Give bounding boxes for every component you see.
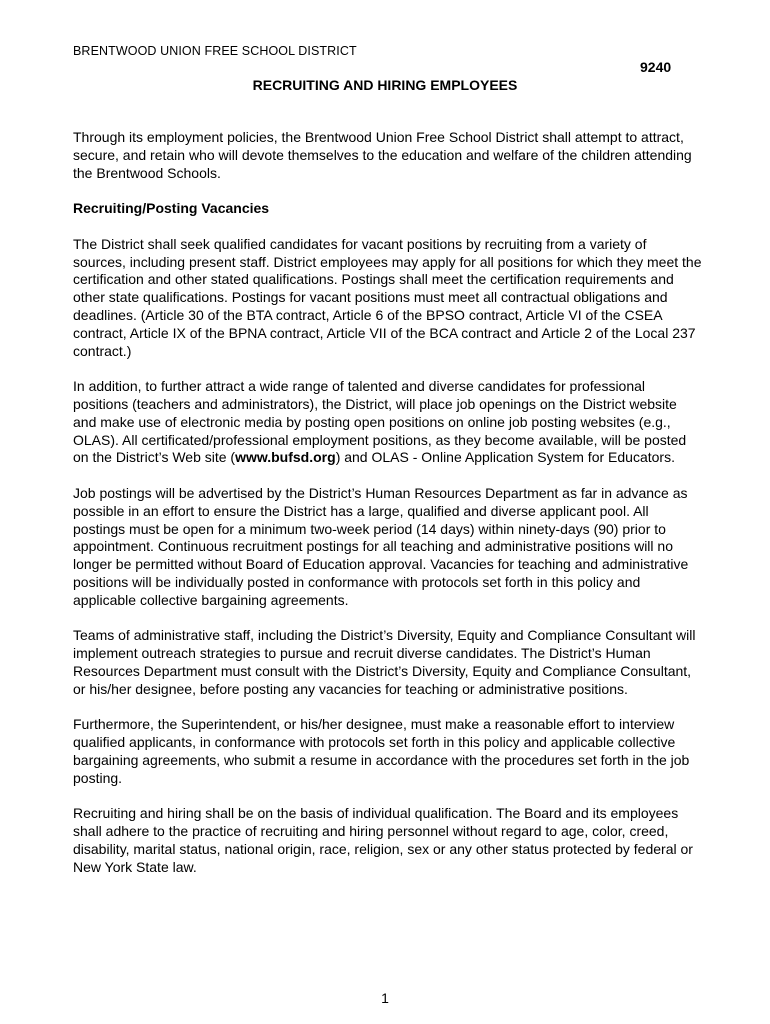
district-header: BRENTWOOD UNION FREE SCHOOL DISTRICT <box>73 44 357 58</box>
page-title: RECRUITING AND HIRING EMPLOYEES <box>252 77 518 93</box>
paragraph-interview-applicants: Furthermore, the Superintendent, or his/her designee, must make a reasonable effort to interview qualified applicants, in conformance with protocols set forth in this policy and applicable collective bargaining agreements, who submit a resume in accordance with the procedures set forth in the job posting. <box>73 716 690 786</box>
document-body <box>73 129 703 894</box>
paragraph-outreach-teams: Teams of administrative staff, including the District’s Diversity, Equity and Compliance Consultant will implement outreach strategies to pursue and recruit diverse candidates. The District’s Human Resources Department must consult with the District’s Diversity, Equity and Compliance Consultant, or his/her designee, before posting any vacancies for teaching or administrative positions. <box>73 627 696 697</box>
paragraph-online-postings-text-end: ) and OLAS - Online Application System for Educators. <box>335 449 675 466</box>
section-heading: Recruiting/Posting Vacancies <box>73 200 270 217</box>
paragraph-nondiscrimination: Recruiting and hiring shall be on the basis of individual qualification. The Board and its employees shall adhere to the practice of recruiting and hiring personnel without regard to age, color, creed, disability, marital status, national origin, race, religion, sex or any other status protected by federal or New York State law. <box>73 805 693 875</box>
page-number: 1 <box>381 990 389 1006</box>
intro-paragraph: Through its employment policies, the Brentwood Union Free School District shall attempt to attract, secure, and retain who will devote themselves to the education and welfare of the children attending the Brentwood Schools. <box>73 129 692 181</box>
district-website-link: www.bufsd.org <box>235 449 336 466</box>
paragraph-recruiting-sources: The District shall seek qualified candidates for vacant positions by recruiting from a variety of sources, including present staff. District employees may apply for all positions for which they meet the certification and other stated qualifications. Postings shall meet the certification requirements and other state qualifications. Postings for vacant positions must meet all contractual obligations and deadlines. (Article 30 of the BTA contract, Article 6 of the BPSO contract, Article VI of the CSEA contract, Article IX of the BPNA contract, Article VII of the BCA contract and Article 2 of the Local 237 contract.) <box>73 235 702 359</box>
paragraph-online-postings-text: In addition, to further attract a wide range of talented and diverse candidates for professional positions (teachers and administrators), the District, will place job openings on the District website and make use of electronic media by posting open positions on online job posting websites (e.g., OLAS). All certificated/professional employment positions, as they become available, will be posted on the District’s Web site ( <box>73 378 687 466</box>
paragraph-job-postings: Job postings will be advertised by the District’s Human Resources Department as far in advance as possible in an effort to ensure the District has a large, qualified and diverse applicant pool. All postings must be open for a minimum two-week period (14 days) within ninety-days (90) prior to appointment. Continuous recruitment postings for all teaching and administrative positions will no longer be permitted without Board of Education approval. Vacancies for teaching and administrative positions will be individually posted in conformance with protocols set forth in this policy and applicable collective bargaining agreements. <box>73 484 689 608</box>
policy-number: 9240 <box>640 59 672 75</box>
paragraph-online-postings <box>73 378 703 467</box>
